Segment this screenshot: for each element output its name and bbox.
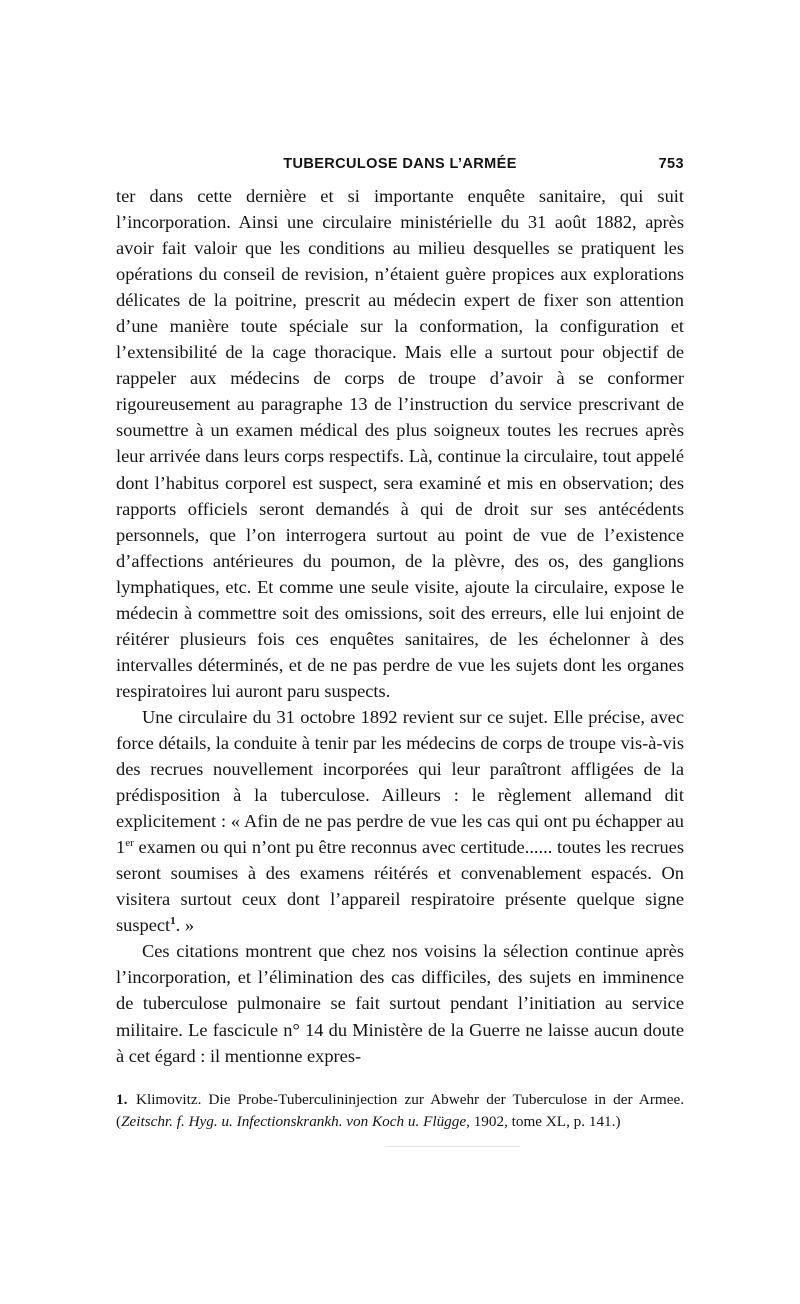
footnote-journal: Zeitschr. f. Hyg. u. Infectionskrankh. von Koch u. Flügge bbox=[121, 1112, 467, 1130]
footnote-text-end: , 1902, tome XL, p. 141.) bbox=[466, 1112, 621, 1130]
page-tail-rule bbox=[385, 1146, 520, 1147]
paragraph-1: ter dans cette dernière et si importante enquête sanitaire, qui suit l’incorporation. Ainsi une circulaire ministérielle du 31 août 1882, après avoir fait valoir que les conditions au milieu desquelles se pratiquent les opérations du conseil de revision, n’étaient guère propices aux explorations délicates de la poitrine, prescrit au médecin expert de fixer son attention d’une manière toute spéciale sur la conformation, la configuration et l’extensibilité de la cage thoracique. Mais elle a surtout pour objectif de rappeler aux médecins de corps de troupe d’avoir à se conformer rigoureusement au paragraphe 13 de l’instruction du service prescrivant de soumettre à un examen médical des plus soigneux toutes les recrues après leur arrivée dans leurs corps respectifs. Là, continue la circulaire, tout appelé dont l’habitus corporel est suspect, sera examiné et mis en observation; des rapports officiels seront demandés à qui de droit sur ses antécédents personnels, que l’on interrogera surtout au point de vue de l’existence d’affections antérieures du poumon, de la plèvre, des os, des ganglions lymphatiques, etc. Et comme une seule visite, ajoute la circulaire, expose le médecin à commettre soit des omissions, soit des erreurs, elle lui enjoint de réitérer plusieurs fois ces enquêtes sanitaires, de les échelonner à des intervalles déterminés, et de ne pas perdre de vue les sujets dont les organes respiratoires lui auront paru suspects. bbox=[116, 186, 684, 701]
paragraph-2-text-a: Une circulaire du 31 octobre 1892 revient sur ce sujet. Elle précise, avec force détails, la conduite à tenir par les médecins de corps de troupe vis-à-vis des recrues nouvellement incorporées qui leur paraîtront affligées de la prédisposition à la tuberculose. Ailleurs : le règlement allemand dit explicitement : « Afin de ne pas perdre de vue les cas qui ont pu échapper au 1 bbox=[116, 706, 684, 858]
paragraph-3: Ces citations montrent que chez nos voisins la sélection continue après l’incorporation, et l’élimination des cas difficiles, des sujets en imminence de tuberculose pulmonaire se fait surtout pendant l’initiation au service militaire. Le fascicule n° 14 du Ministère de la Guerre ne laisse aucun doute à cet égard : il mentionne expres- bbox=[116, 941, 684, 1066]
ordinal-superscript: er bbox=[125, 837, 134, 850]
paragraph-2-text-b: examen ou qui n’ont pu être reconnus avec certitude...... toutes les recrues seront soumises à des examens réitérés et convenablement espacés. On visitera surtout ceux dont l’appareil respiratoire présente quelque signe suspect bbox=[116, 837, 684, 936]
footnote-text-start: Klimovitz. Die Probe-Tuberculininjection zur Abwehr der Tuberculose in der Armee. ( bbox=[116, 1090, 684, 1130]
footnote-reference: 1 bbox=[170, 915, 176, 928]
body-text bbox=[116, 183, 684, 1069]
paragraph-2-text-c: . » bbox=[175, 915, 195, 936]
footnotes bbox=[116, 1089, 684, 1133]
page-number: 753 bbox=[658, 156, 684, 172]
footnote-mark: 1. bbox=[116, 1090, 128, 1108]
running-title: TUBERCULOSE DANS L’ARMÉE bbox=[283, 156, 517, 172]
book-page bbox=[116, 150, 684, 1133]
running-head bbox=[116, 150, 684, 180]
paragraph-2 bbox=[116, 704, 684, 938]
